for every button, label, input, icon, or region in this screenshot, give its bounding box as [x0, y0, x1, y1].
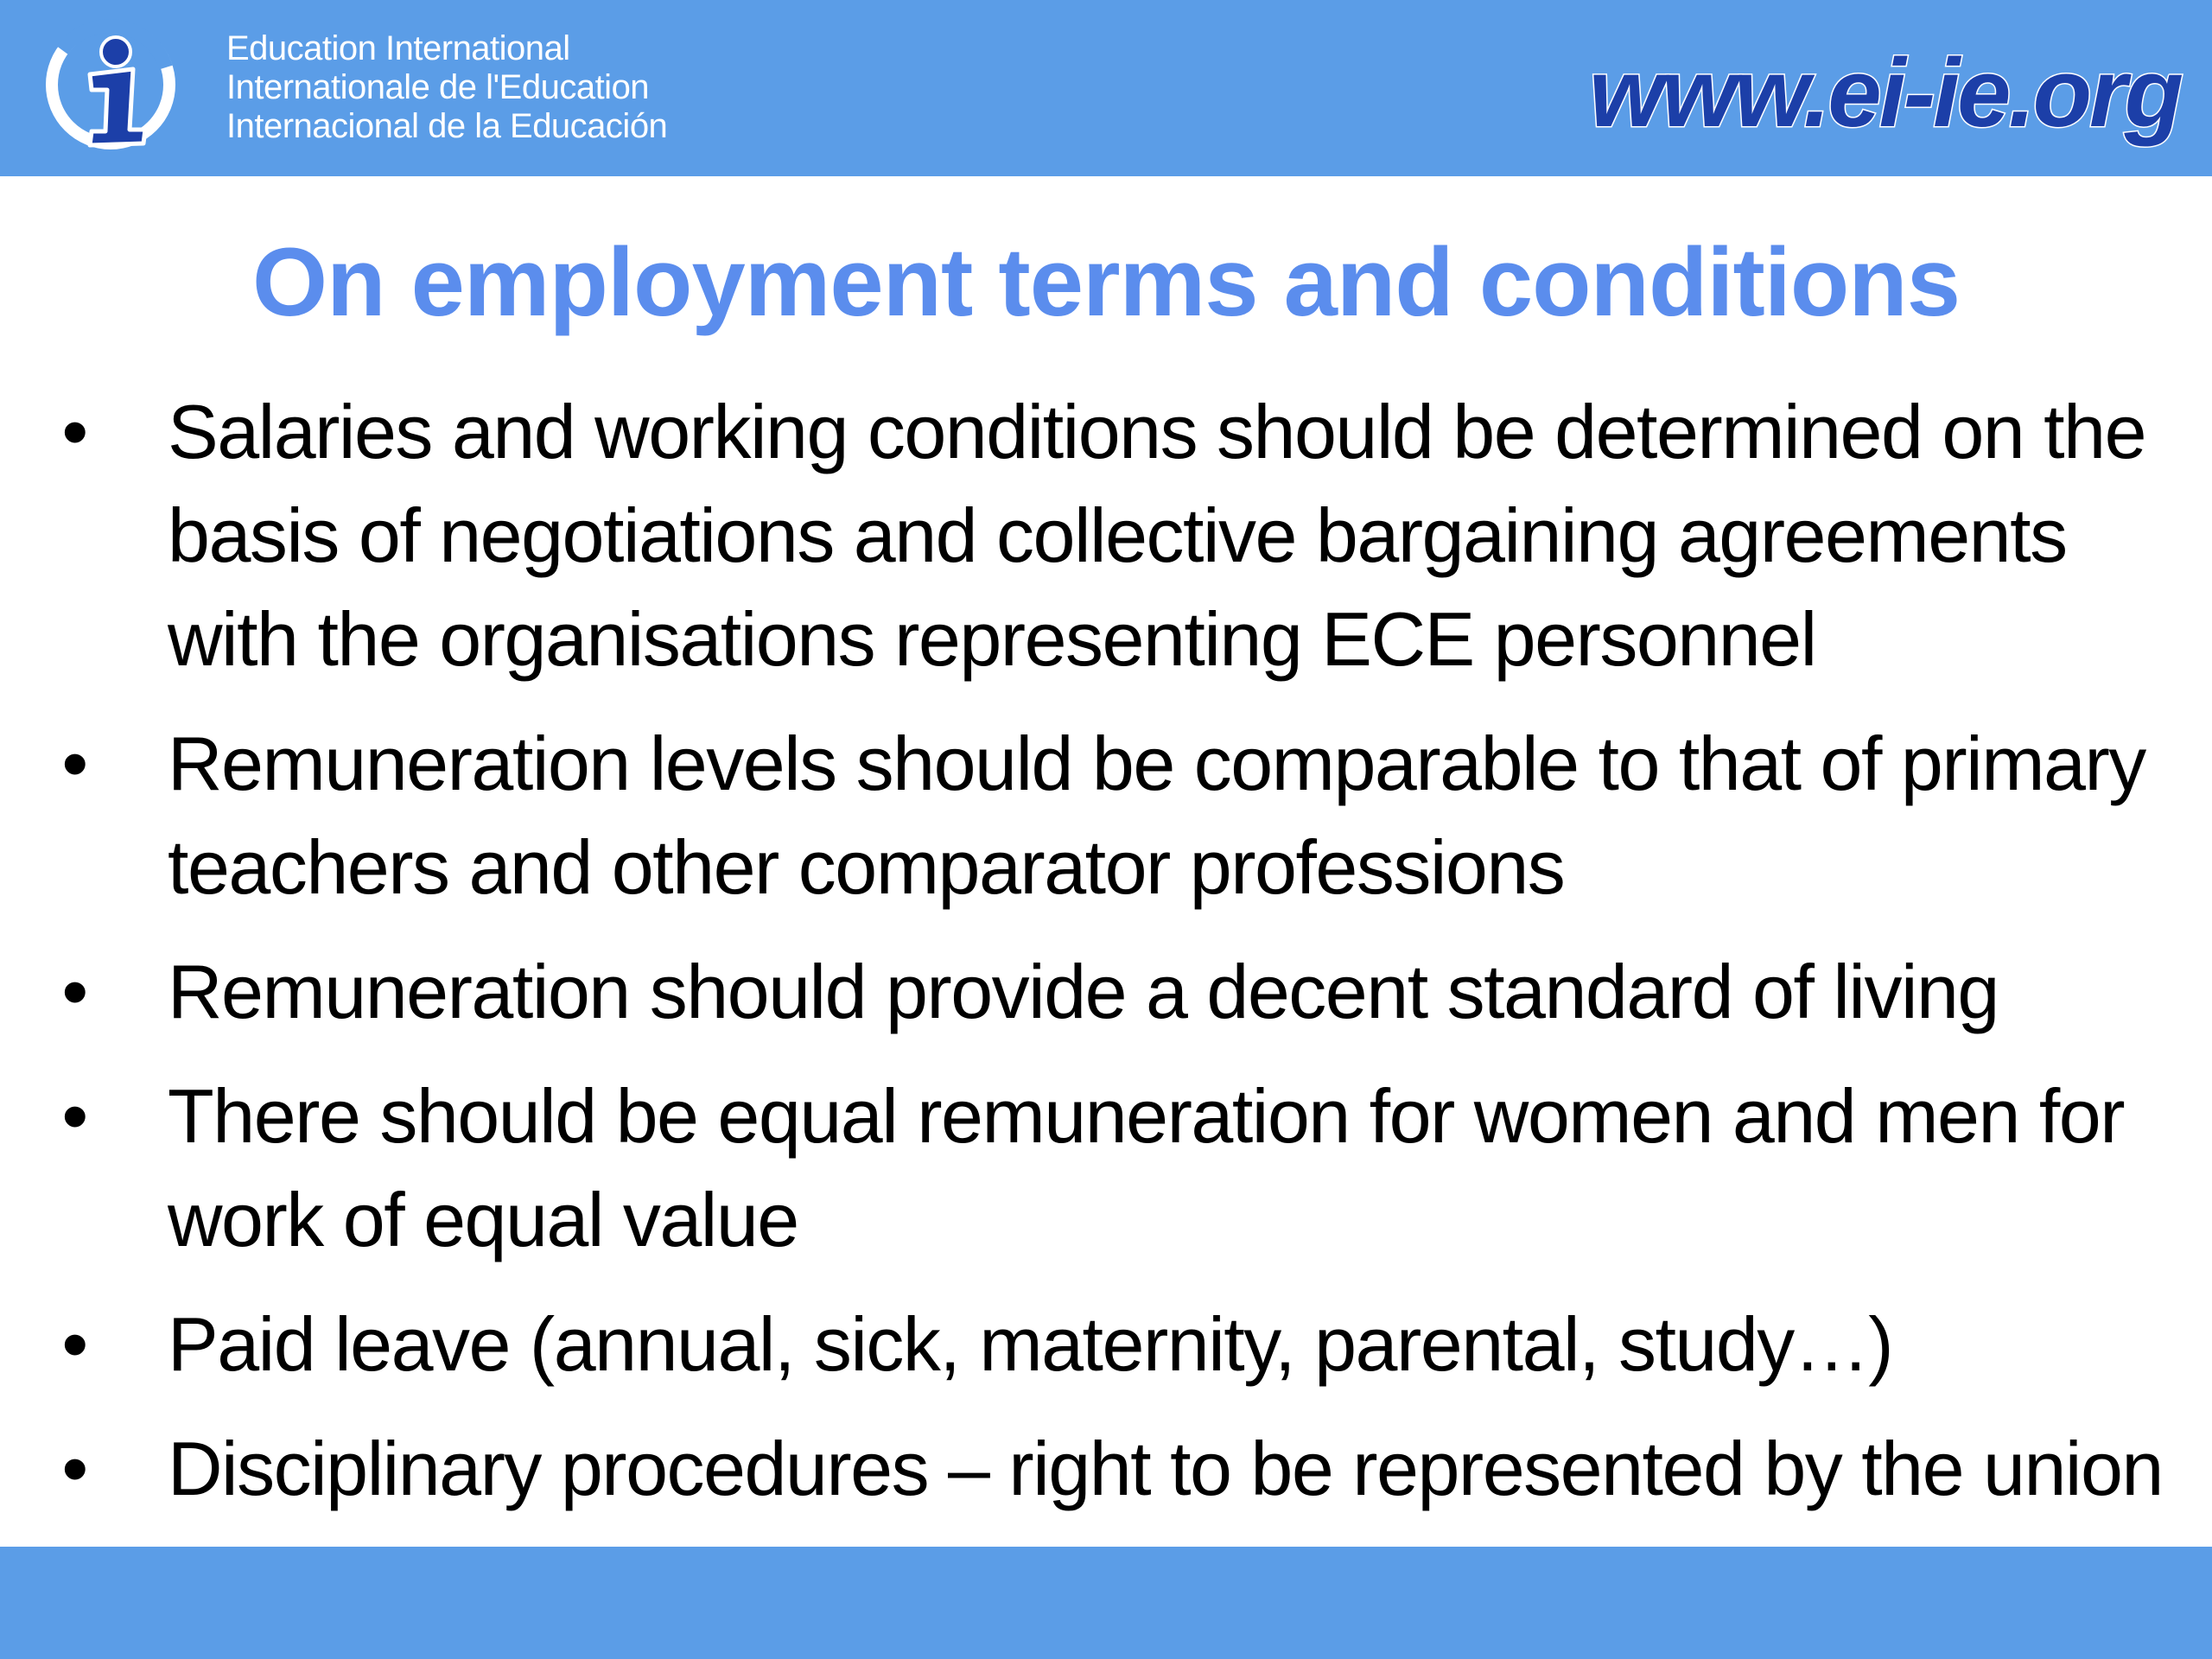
bullet-list [0, 380, 2212, 1541]
bullet-item [0, 1065, 2212, 1272]
bullet-text: Remuneration should provide a decent standard of living [168, 949, 1999, 1034]
org-name-french: Internationale de l'Education [226, 68, 650, 106]
website-url: www.ei-ie.org [1589, 39, 2181, 147]
bullet-marker: • [61, 389, 87, 474]
bullet-text: Salaries and working conditions should be determined on the basis of negotiations and collective bargaining agreements with the organisations representing ECE personnel [168, 389, 2146, 682]
bullet-marker: • [61, 1301, 87, 1387]
bullet-item [0, 1417, 2212, 1521]
organization-names [226, 29, 667, 146]
bullet-marker: • [61, 949, 87, 1034]
bullet-item [0, 712, 2212, 919]
bullet-marker: • [61, 1073, 87, 1159]
bullet-item [0, 380, 2212, 691]
header-band [0, 0, 2212, 176]
bullet-marker: • [61, 1426, 87, 1511]
bullet-text: Disciplinary procedures – right to be represented by the union [168, 1426, 2163, 1511]
bullet-text: Remuneration levels should be comparable to that of primary teachers and other comparator professions [168, 721, 2145, 910]
org-name-english: Education International [226, 29, 570, 67]
bullet-text: Paid leave (annual, sick, maternity, parental, study…) [168, 1301, 1893, 1387]
org-name-spanish: Internacional de la Educación [226, 107, 668, 145]
bullet-item [0, 1293, 2212, 1396]
slide-title: On employment terms and conditions [251, 228, 1961, 336]
bullet-item [0, 940, 2212, 1044]
ei-logo-icon [36, 16, 185, 154]
footer-band [0, 1547, 2212, 1659]
bullet-text: There should be equal remuneration for women and men for work of equal value [168, 1073, 2125, 1262]
bullet-marker: • [61, 721, 87, 806]
